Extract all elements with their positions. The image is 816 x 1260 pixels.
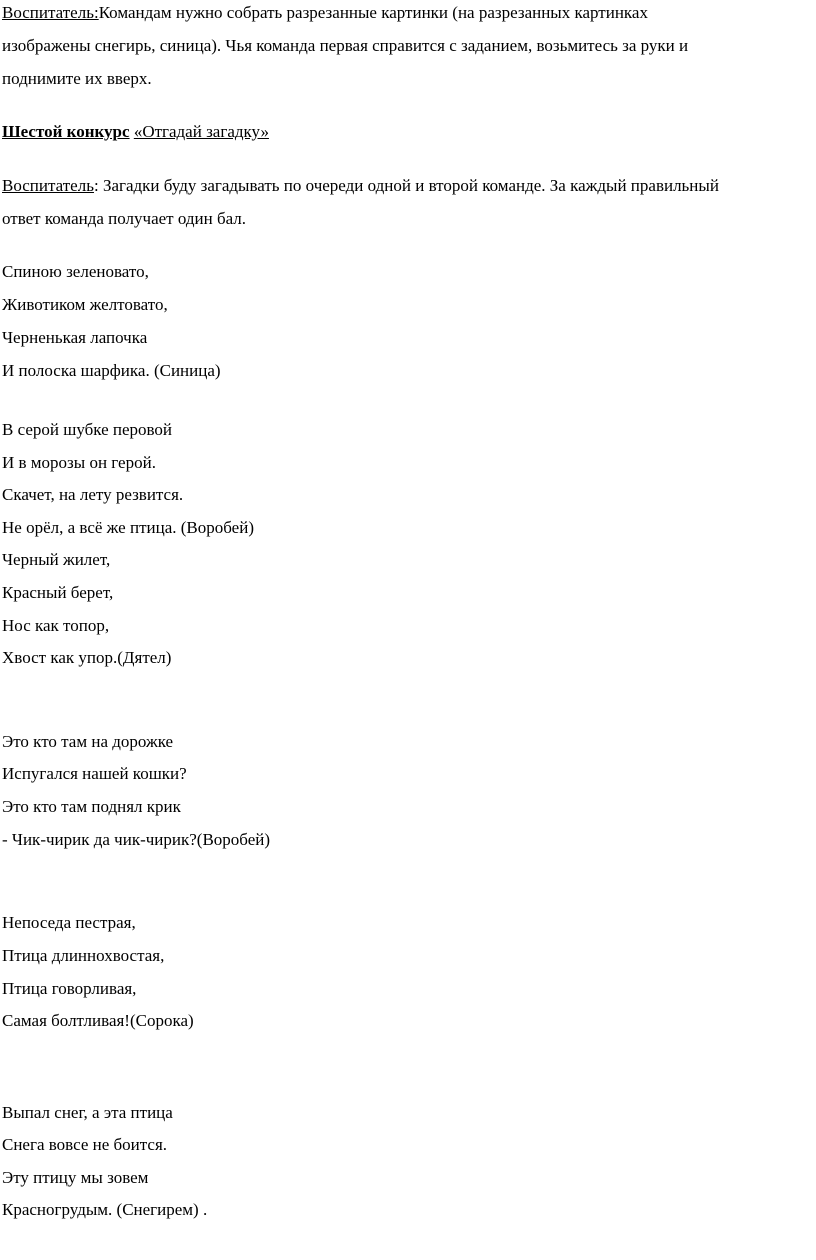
riddle-line: В серой шубке перовой [2,420,173,439]
riddle-line: Эту птицу мы зовем [2,1168,149,1187]
riddle-line: Это кто там поднял крик [2,797,181,816]
contest-heading [2,122,269,142]
riddle-line: Красный берет, [2,583,114,602]
riddle-line: Птица говорливая, [2,979,137,998]
contest-name: «Отгадай загадку» [133,122,269,141]
contest-title: Шестой конкурс [2,122,130,141]
riddle-line: Черный жилет, [2,550,111,569]
riddle-line: Непоседа пестрая, [2,913,136,932]
riddle-line: Черненькая лапочка [2,328,148,347]
instruction-line-2: ответ команда получает один бал. [2,209,247,228]
intro-text-1: Командам нужно собрать разрезанные картинки (на разрезанных картинках [98,3,648,22]
riddle-line: Спиною зеленовато, [2,262,149,281]
riddle-line: Это кто там на дорожке [2,732,174,751]
intro-speaker: Воспитатель: [2,3,99,22]
instruction-speaker: Воспитатель [2,176,94,195]
riddle-line: Не орёл, а всё же птица. (Воробей) [2,518,254,537]
instruction-line-1 [2,176,719,196]
riddle-line: Снега вовсе не боится. [2,1135,168,1154]
riddle-line: Самая болтливая!(Сорока) [2,1011,194,1030]
riddle-line: Скачет, на лету резвится. [2,485,184,504]
riddle-line: Птица длиннохвостая, [2,946,165,965]
riddle-line: Животиком желтовато, [2,295,168,314]
intro-line-2: изображены снегирь, синица). Чья команда первая справится с заданием, возьмитесь за руки и [2,36,689,55]
riddle-line: Красногрудым. (Снегирем) . [2,1200,208,1219]
riddle-line: Хвост как упор.(Дятел) [2,648,172,667]
riddle-line: - Чик-чирик да чик-чирик?(Воробей) [2,830,271,849]
riddle-line: Нос как топор, [2,616,110,635]
intro-line-3: поднимите их вверх. [2,69,152,88]
instruction-text-1: : Загадки буду загадывать по очереди одной и второй команде. За каждый правильный [93,176,719,195]
riddle-line: Выпал снег, а эта птица [2,1103,173,1122]
intro-line-1 [2,3,648,23]
riddle-line: Испугался нашей кошки? [2,764,187,783]
riddle-line: И в морозы он герой. [2,453,156,472]
riddle-line: И полоска шарфика. (Синица) [2,361,221,380]
